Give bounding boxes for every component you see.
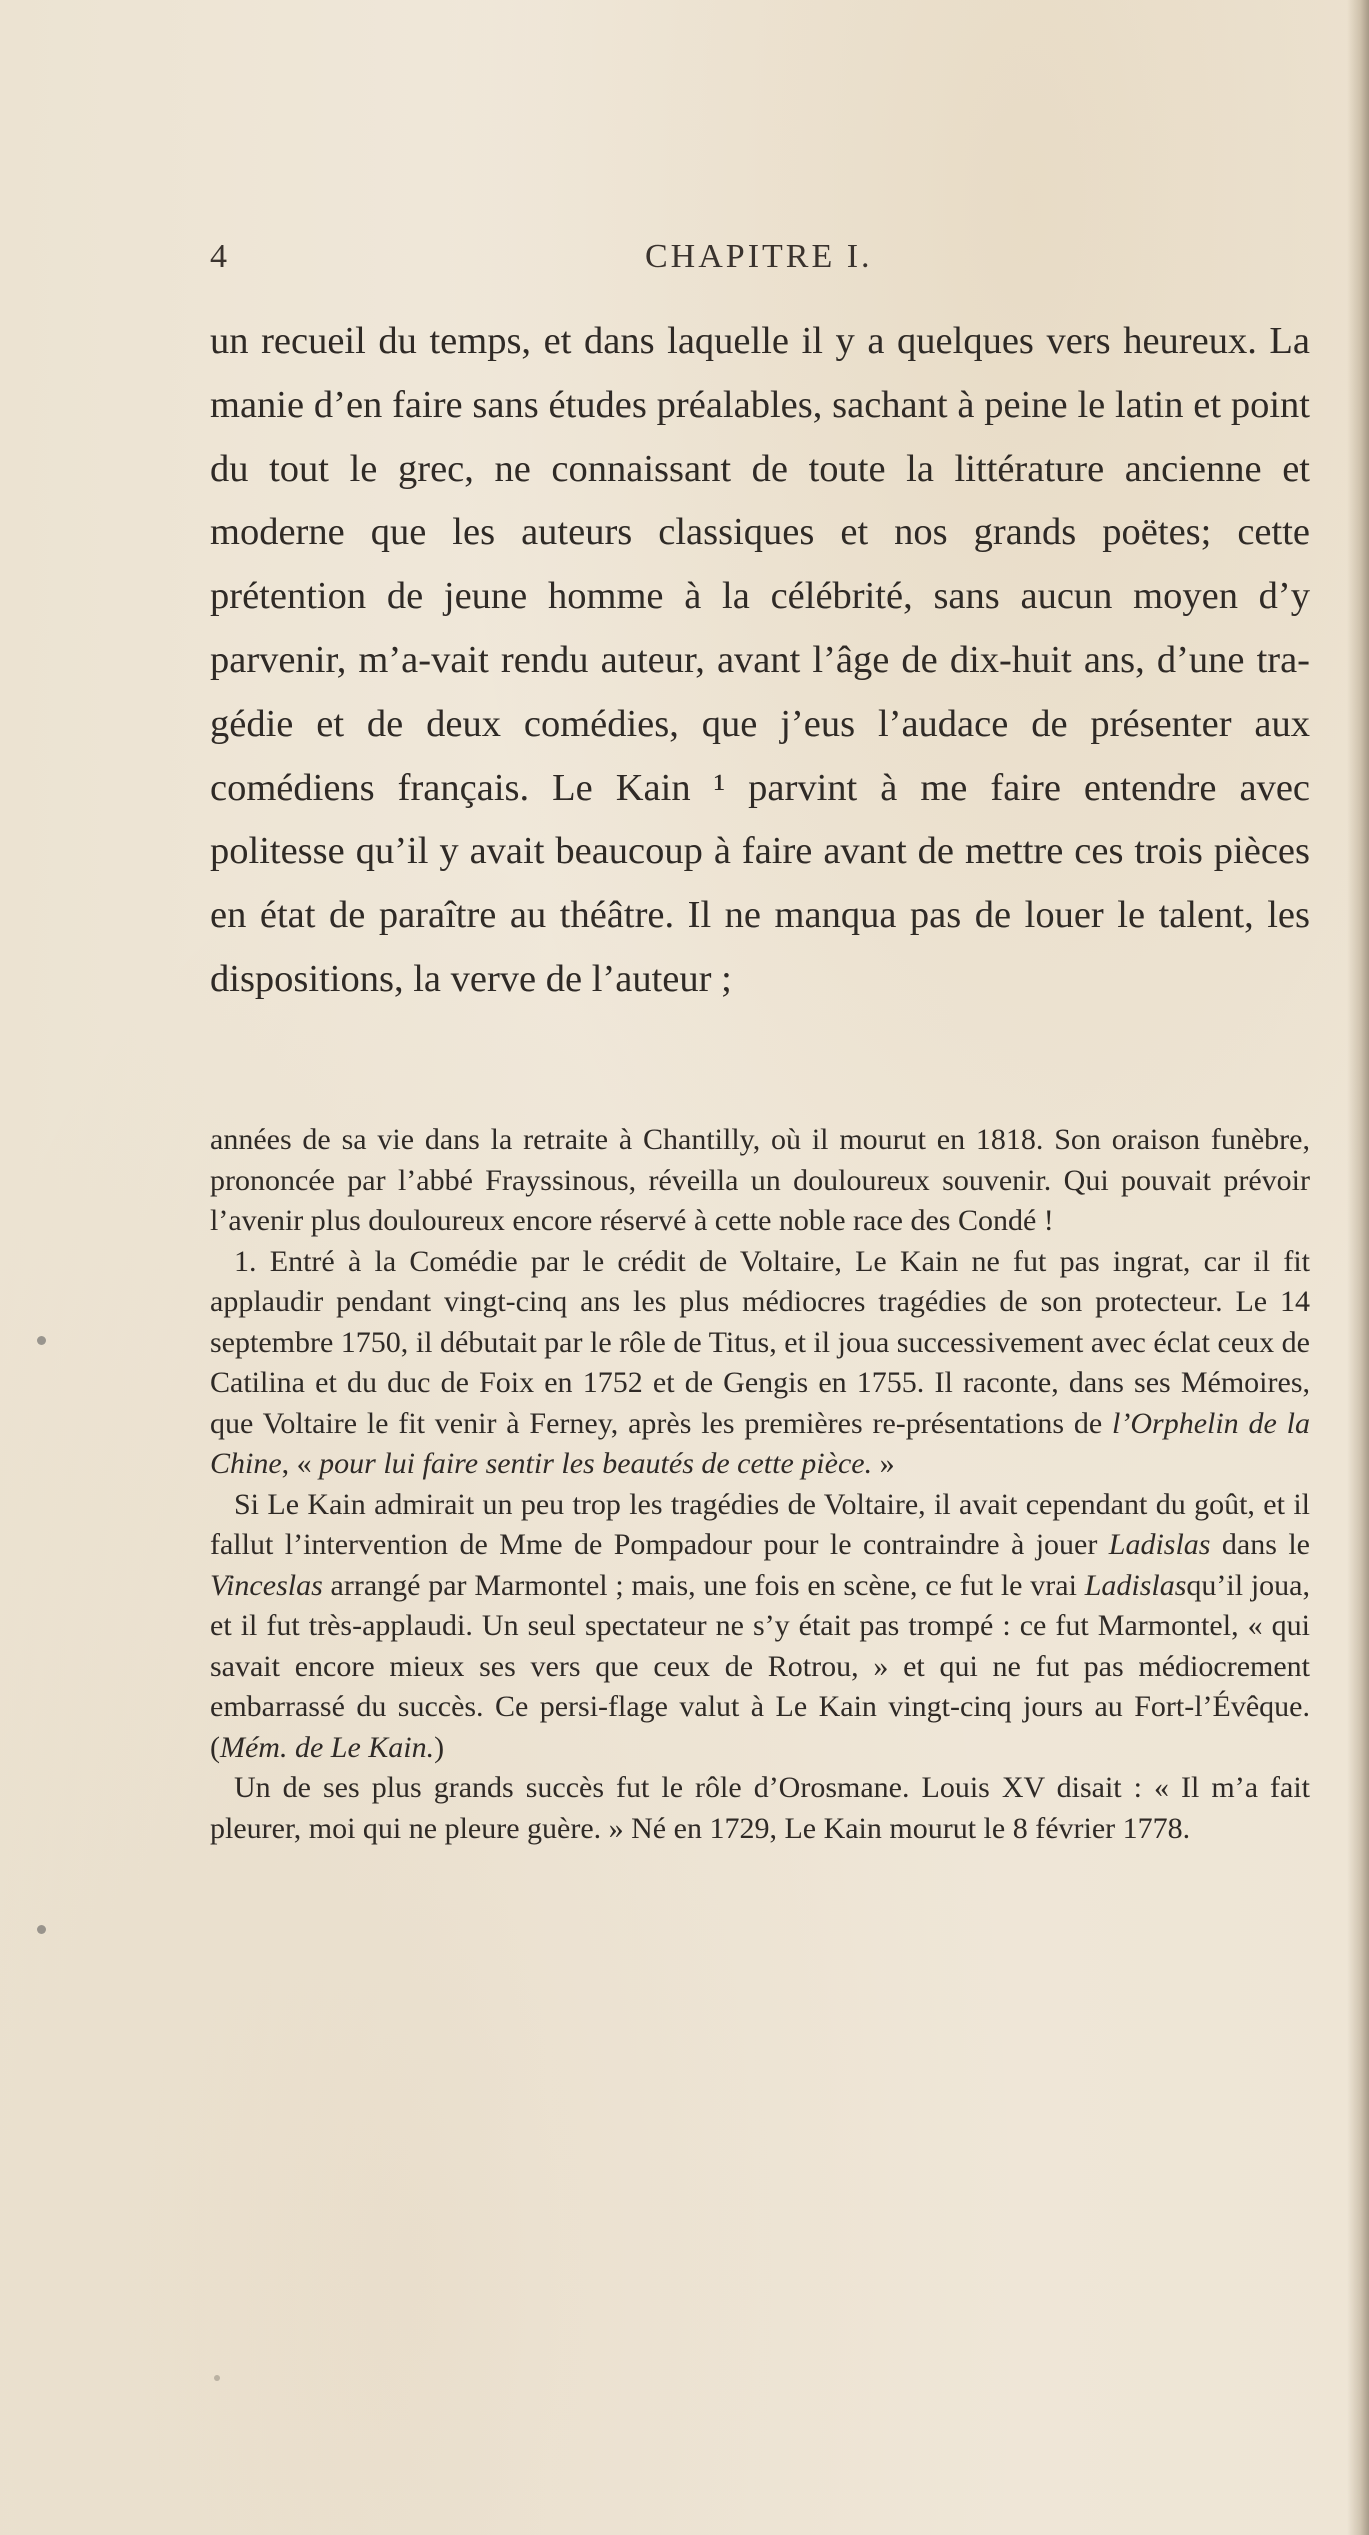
footnote-2-title-ladislas-2: Ladislas — [1084, 1568, 1187, 1602]
margin-dot — [37, 1925, 46, 1934]
footnote-1-title: l’Orphelin de la Chine — [210, 1406, 1310, 1480]
footnote-1-quote: pour lui faire sentir les beautés de cette pièce. — [319, 1447, 873, 1480]
footnote-1-text-b: , « — [281, 1447, 320, 1480]
page-number: 4 — [210, 238, 227, 275]
page-edge-shadow — [1347, 0, 1369, 2535]
footnotes — [210, 1120, 1310, 1849]
footnote-1-text-c: » — [872, 1447, 895, 1480]
footnote-2-text-a: Si Le Kain admirait un peu trop les tragédies de Voltaire, il avait cependant du goût, et il fallut l’intervention de Mme de Pompadour pour le contraindre à jouer — [210, 1487, 1310, 1561]
footnote-2-source: Mém. de Le Kain. — [220, 1730, 435, 1764]
footnote-2-text-c: arrangé par Marmontel ; mais, une fois en scène, ce fut le vrai — [322, 1568, 1085, 1602]
paper-speck — [214, 2375, 220, 2381]
footnote-2-title-vinceslas: Vinceslas — [210, 1568, 323, 1602]
footnote-2 — [210, 1485, 1310, 1769]
chapter-title: CHAPITRE I. — [645, 238, 873, 275]
footnote-continuation: années de sa vie dans la retraite à Chantilly, où il mourut en 1818. Son oraison funèbre, prononcée par l’abbé Frayssinous, réveilla un douloureux souvenir. Qui pouvait prévoir l’avenir plus douloureux encore réservé à cette noble race des Condé ! — [210, 1123, 1310, 1237]
body-paragraph: un recueil du temps, et dans laquelle il y a quelques vers heureux. La manie d’en faire sans études préalables, sachant à peine le latin et point du tout le grec, ne connaissant de toute la littérature ancienne et moderne que les auteurs classiques et nos grands poëtes; cette prétention de jeune homme à la célébrité, sans aucun moyen d’y parvenir, m’a-vait rendu auteur, avant l’âge de dix-huit ans, d’une tra-gédie et de deux comédies, que j’eus l’audace de présenter aux comédiens français. Le Kain ¹ parvint à me faire entendre avec politesse qu’il y avait beaucoup à faire avant de mettre ces trois pièces en état de paraître au théâtre. Il ne manqua pas de louer le talent, les dispositions, la verve de l’auteur ; — [210, 320, 1310, 1000]
footnote-2-text-e: ) — [434, 1730, 445, 1764]
main-text — [210, 310, 1310, 1012]
running-head — [210, 238, 1310, 288]
footnote-1-text-a: 1. Entré à la Comédie par le crédit de Voltaire, Le Kain ne fut pas ingrat, car il fit applaudir pendant vingt-cinq ans les plus médiocres tragédies de son protecteur. Le 14 septembre 1750, il débutait par le rôle de Titus, et il joua successivement avec éclat ceux de Catilina et du duc de Foix en 1752 et de Gengis en 1755. Il raconte, dans ses Mémoires, que Voltaire le fit venir à Ferney, après les premières re-présentations de — [210, 1244, 1310, 1440]
footnote-2-text-d: qu’il joua, et il fut très-applaudi. Un seul spectateur ne s’y était pas trompé : ce fut Marmontel, « qui savait encore mieux ses vers que ceux de Rotrou, » et qui ne fut pas médiocrement embarrassé du succès. Ce persi-flage valut à Le Kain vingt-cinq jours au Fort-l’Évêque. ( — [210, 1568, 1310, 1764]
footnote-2-text-b: dans le — [1210, 1528, 1310, 1561]
footnote-1 — [210, 1242, 1310, 1485]
footnote-3: Un de ses plus grands succès fut le rôle d’Orosmane. Louis XV disait : « Il m’a fait pleurer, moi qui ne pleure guère. » Né en 1729, Le Kain mourut le 8 février 1778. — [210, 1771, 1310, 1845]
margin-dot — [37, 1336, 46, 1345]
footnote-2-title-ladislas: Ladislas — [1108, 1528, 1211, 1561]
